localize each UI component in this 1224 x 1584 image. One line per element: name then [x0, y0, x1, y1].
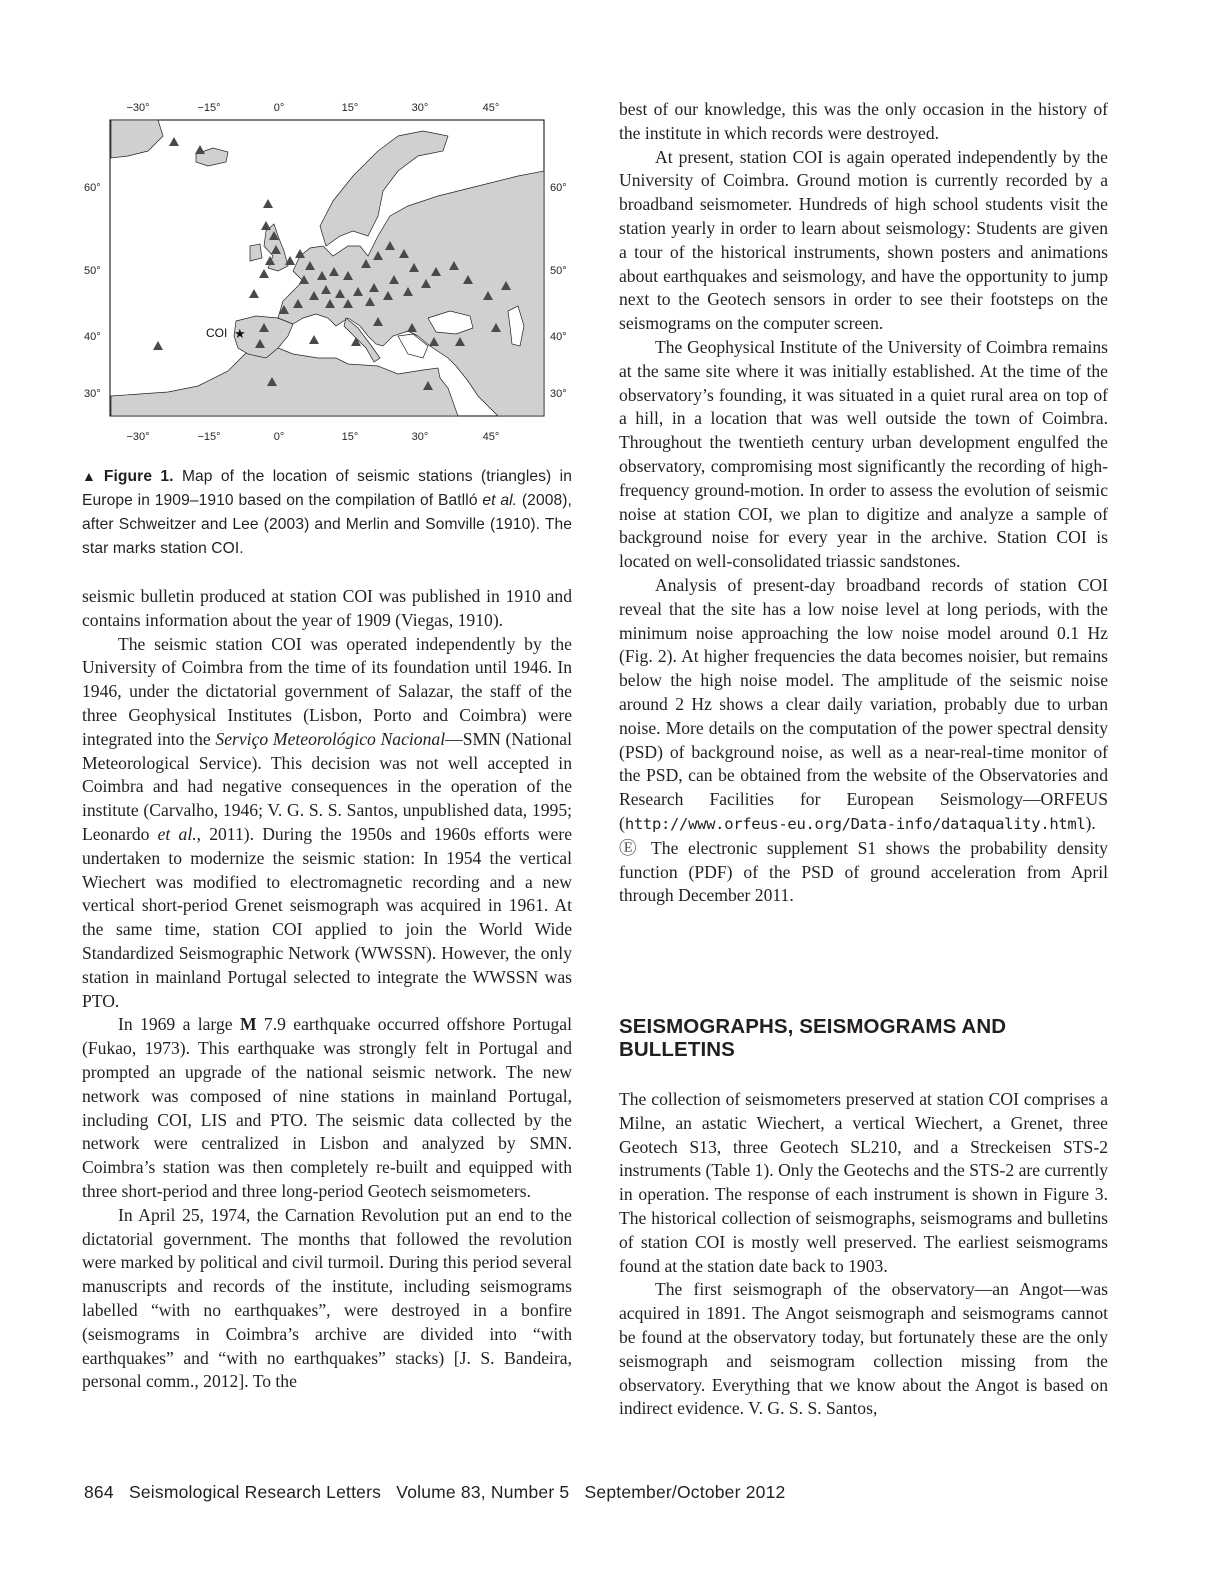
- map-bottom-lon-label: −30°: [126, 431, 150, 443]
- paragraph: In April 25, 1974, the Carnation Revolution put an end to the dictatorial government. The months that followed the revolution were marked by political and civil turmoil. During this period several manuscripts and records of the institute, including seismograms labelled “with no earthquakes”, were destroyed in a bonfire (seismograms in Coimbra’s archive are divided into “with earthquakes” and “with no earthquakes” stacks) [J. S. Bandeira, personal comm., 2012]. To the: [82, 1204, 572, 1392]
- paragraph: best of our knowledge, this was the only occasion in the history of the institute in which records were destroyed.: [619, 99, 1108, 143]
- caption-text: (2008), after Schweitzer and Lee (2003) and Merlin and Somville (1910). The star marks station COI.: [82, 492, 572, 557]
- map-right-lat-label: 60°: [550, 182, 567, 194]
- map-top-lon-label: −30°: [126, 102, 150, 114]
- map-top-lon-label: −15°: [197, 102, 221, 114]
- paragraph: [82, 633, 572, 1014]
- figure-label: Figure 1.: [103, 468, 174, 485]
- paragraph: The Geophysical Institute of the University of Coimbra remains at the same site where it was initially established. At the time of the observatory’s founding, it was situated in a quiet rural area on top of a hill, in a location that was well outside the town of Coimbra. Throughout the twentieth century urban development engulfed the observatory, compromising most significantly the recording of high-frequency ground-motion. In order to assess the evolution of seismic noise at station COI, we plan to digitize and analyze a sample of background noise for every year in the archive. Station COI is located on well-consolidated triassic sandstones.: [619, 336, 1108, 572]
- map-top-lon-label: 30°: [411, 102, 429, 114]
- paragraph-text: —SMN (National Meteorological Service). This decision was not well accepted in Coimbra and had negative consequences in the operation of the institute (Carvalho, 1946; V. G. S. S. Santos, unpublished data, 1995; Leonardo: [82, 728, 572, 844]
- map-left-lat-label: 60°: [84, 182, 101, 194]
- paragraph: [82, 1013, 572, 1203]
- map-bottom-lon-label: 30°: [411, 431, 429, 443]
- electronic-supplement-icon: Ⓔ: [619, 837, 642, 858]
- paragraph-text: The seismic station COI was operated independently by the University of Coimbra from the time of its foundation until 1946. In 1946, under the dictatorial government of Salazar, the staff of the three Geophysical Institutes (Lisbon, Porto and Coimbra) were integrated into the: [82, 633, 572, 749]
- paragraph-text: The electronic supplement S1 shows the probability density function (PDF) of the PSD of ground acceleration from April through December 2011.: [619, 837, 1108, 906]
- triangle-marker-icon: ▲: [82, 468, 100, 484]
- coi-label: COI: [206, 326, 228, 340]
- map-bottom-lon-label: −15°: [197, 431, 221, 443]
- map-left-lat-label: 50°: [84, 265, 101, 277]
- volume-info: Volume 83, Number 5: [396, 1482, 570, 1502]
- paragraph-emphasis: Serviço Meteorológico Nacional: [215, 728, 446, 749]
- page-number: 864: [84, 1482, 114, 1502]
- paragraph-text: 7.9 earthquake occurred offshore Portugal (Fukao, 1973). This earthquake was strongly felt in Portugal and prompted an upgrade of the national seismic network. The new network was composed of nine stations in mainland Portugal, including COI, LIS and PTO. The seismic data collected by the network were centralized in Lisbon and analyzed by SMN. Coimbra’s station was then completely re-built and equipped with three short-period and three long-period Geotech seismometers.: [82, 1014, 572, 1201]
- map-right-lat-label: 30°: [550, 388, 567, 400]
- coi-star-icon: ★: [234, 326, 246, 341]
- map-top-lon-label: 45°: [482, 102, 500, 114]
- magnitude-symbol: M: [239, 1014, 257, 1035]
- journal-name: Seismological Research Letters: [129, 1482, 382, 1502]
- section-heading: SEISMOGRAPHS, SEISMOGRAMS AND BULLETINS: [619, 1015, 1007, 1061]
- paragraph-text: ).: [1085, 812, 1096, 833]
- map-bottom-lon-label: 45°: [482, 431, 500, 443]
- paragraph: [619, 574, 1108, 908]
- paragraph-emphasis: et al.: [157, 823, 197, 844]
- paragraph: The collection of seismometers preserved at station COI comprises a Milne, an astatic Wiechert, a vertical Wiechert, a Grenet, three Geotech S13, three Geotech SL210, and a Streckeisen STS-2 instruments (Table 1). Only the Geotechs and the STS-2 are currently in operation. The response of each instrument is shown in Figure 3. The historical collection of seismographs, seismograms and bulletins of station COI is mostly well preserved. The earliest seismograms found at the station date back to 1903.: [619, 1089, 1108, 1276]
- paragraph: The first seismograph of the observatory—an Angot—was acquired in 1891. The Angot seismograph and seismograms cannot be found at the observatory today, but fortunately these are the only seismograph and seismogram collection missing from the observatory. Everything that we know about the Angot is based on indirect evidence. V. G. S. S. Santos,: [619, 1279, 1108, 1419]
- map-bottom-lon-label: 15°: [341, 431, 359, 443]
- map-top-lon-label: 0°: [273, 102, 285, 114]
- issue-date: September/October 2012: [584, 1482, 786, 1502]
- caption-text-emphasis: et al.: [482, 492, 518, 509]
- station-map: [78, 96, 578, 446]
- caption-text: Map of the location of seismic stations (triangles) in Europe in 1909–1910 based on the compilation of Batlló: [82, 468, 572, 509]
- right-column-top: [619, 98, 1108, 908]
- figure-caption: [82, 464, 572, 561]
- page-footer: [84, 1482, 785, 1503]
- paragraph-text: Analysis of present-day broadband records of station COI reveal that the site has a low noise level at long periods, with the minimum noise approaching the low noise model around 0.1 Hz (Fig. 2). At higher frequencies the data becomes noisier, but remains below the high noise model. The amplitude of the seismic noise around 2 Hz shows a clear daily variation, probably due to urban noise. More details on the computation of the power spectral density (PSD) of background noise, as well as a near-real-time monitor of the PSD, can be obtained from the website of the Observatories and Research Facilities for European Seismology—ORFEUS (: [619, 574, 1108, 833]
- map-bottom-lon-label: 0°: [273, 431, 285, 443]
- right-column-bottom: [619, 1088, 1108, 1421]
- left-column: [82, 585, 572, 1394]
- map-right-lat-label: 40°: [550, 331, 567, 343]
- paragraph-text: , 2011). During the 1950s and 1960s efforts were undertaken to modernize the seismic station: In 1954 the vertical Wiechert was modified to electromagnetic recording and a new vertical short-period Grenet seismograph was acquired in 1961. At the same time, station COI applied to join the World Wide Standardized Seismographic Network (WWSSN). However, the only station in mainland Portugal selected to integrate the WWSSN was PTO.: [82, 823, 573, 1011]
- paragraph-text: In 1969 a large: [118, 1014, 240, 1035]
- map-left-lat-label: 30°: [84, 388, 101, 400]
- map-left-lat-label: 40°: [84, 331, 101, 343]
- paragraph: At present, station COI is again operated independently by the University of Coimbra. Ground motion is currently recorded by a broadband seismometer. Hundreds of high school students visit the station yearly in order to learn about seismology: Students are given a tour of the historical instruments, shown posters and animations about earthquakes and seismology, and have the opportunity to jump next to the Geotech sensors in order to see their footsteps on the seismograms on the computer screen.: [619, 146, 1108, 334]
- map-right-lat-label: 50°: [550, 265, 567, 277]
- paragraph: seismic bulletin produced at station COI was published in 1910 and contains information about the year of 1909 (Viegas, 1910).: [82, 586, 572, 630]
- orfeus-link[interactable]: http://www.orfeus-eu.org/Data-info/dataquality.html: [624, 814, 1086, 833]
- map-top-lon-label: 15°: [341, 102, 359, 114]
